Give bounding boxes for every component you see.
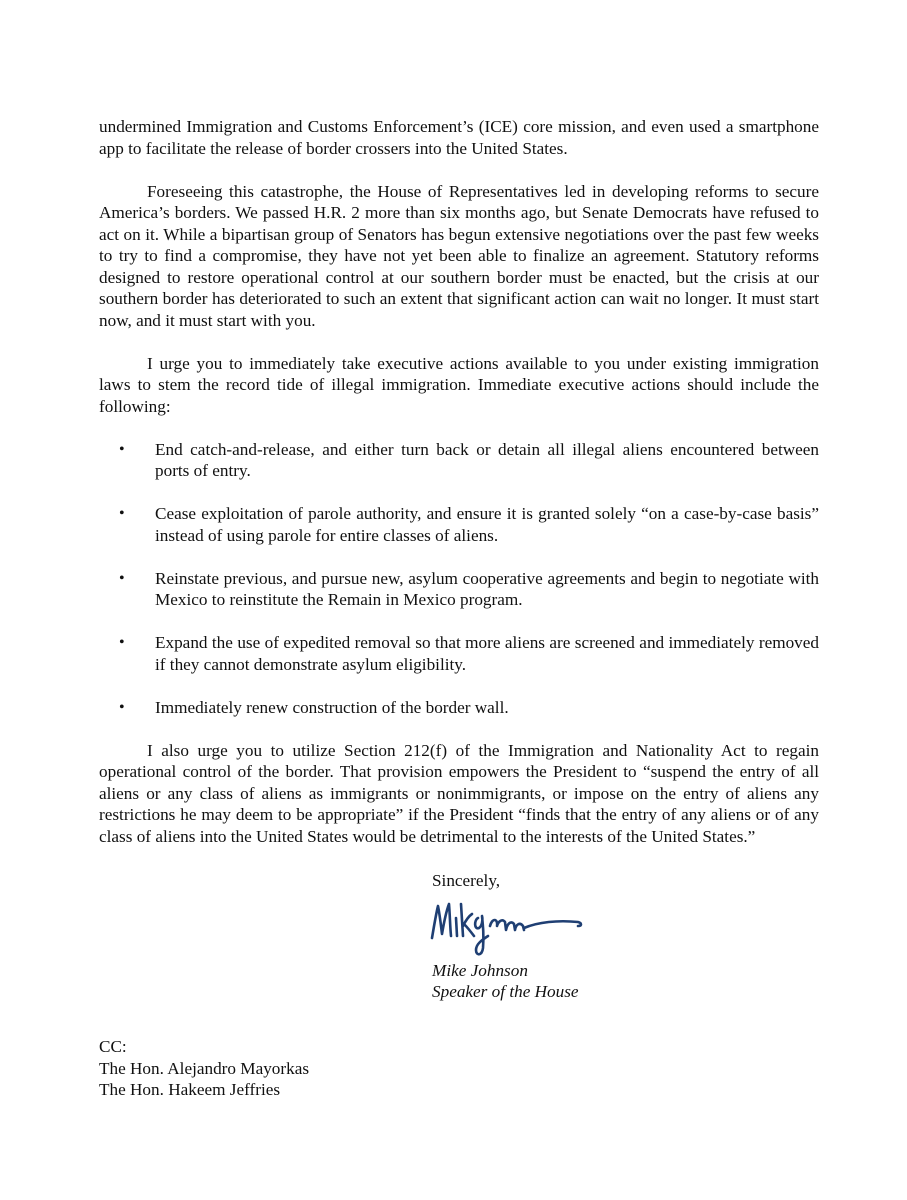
paragraph-ice-mission: undermined Immigration and Customs Enforcement’s (ICE) core mission, and even used a smartphone app to facilitate the release of border crossers into the United States. bbox=[99, 117, 819, 158]
bullet-icon: • bbox=[119, 440, 125, 458]
list-item-text: Cease exploitation of parole authority, and ensure it is granted solely “on a case-by-case basis” instead of using parole for entire classes of aliens. bbox=[155, 504, 819, 545]
bullet-icon: • bbox=[119, 698, 125, 716]
list-item-text: Expand the use of expedited removal so that more aliens are screened and immediately removed if they cannot demonstrate asylum eligibility. bbox=[155, 633, 819, 674]
paragraph-house-reforms: Foreseeing this catastrophe, the House of Representatives led in developing reforms to secure America’s borders. We passed H.R. 2 more than six months ago, but Senate Democrats have refused to act on it. While a bipartisan group of Senators has begun extensive negotiations over the past few weeks to try to find a compromise, they have not yet been able to finalize an agreement. Statutory reforms designed to restore operational control at our southern border must be enacted, but the crisis at our southern border has deteriorated to such an extent that significant action can wait no longer. It must start now, and it must start with you. bbox=[99, 181, 819, 330]
list-item bbox=[99, 568, 819, 611]
list-item bbox=[99, 503, 819, 546]
cc-recipient: The Hon. Alejandro Mayorkas bbox=[99, 1058, 310, 1078]
signature-block bbox=[432, 870, 588, 1003]
action-list bbox=[99, 439, 819, 719]
bullet-icon: • bbox=[119, 505, 125, 522]
signer-name: Mike Johnson bbox=[432, 960, 528, 980]
paragraph-executive-actions: I urge you to immediately take executive actions available to you under existing immigration laws to stem the record tide of illegal immigration. Immediate executive actions should include the following: bbox=[99, 353, 819, 416]
cc-label: CC: bbox=[99, 1037, 127, 1056]
list-item-text: Immediately renew construction of the border wall. bbox=[155, 697, 509, 717]
cc-recipient: The Hon. Hakeem Jeffries bbox=[99, 1080, 281, 1099]
salutation: Sincerely, bbox=[432, 871, 501, 890]
bullet-icon: • bbox=[119, 634, 125, 651]
list-item bbox=[99, 632, 819, 675]
bullet-icon: • bbox=[119, 569, 125, 587]
list-item bbox=[99, 697, 819, 719]
list-item-text: End catch-and-release, and either turn back or detain all illegal aliens encountered between ports of entry. bbox=[155, 439, 819, 480]
signature-icon bbox=[428, 896, 588, 960]
list-item-text: Reinstate previous, and pursue new, asylum cooperative agreements and begin to negotiate with Mexico to reinstitute the Remain in Mexico program. bbox=[155, 568, 819, 609]
cc-block bbox=[99, 1036, 309, 1101]
signer-title: Speaker of the House bbox=[432, 982, 579, 1001]
paragraph-section-212f: I also urge you to utilize Section 212(f) of the Immigration and Nationality Act to regain operational control of the border. That provision empowers the President to “suspend the entry of all aliens or any class of aliens as immigrants or nonimmigrants, or impose on the entry of aliens any restrictions he may deem to be appropriate” if the President “finds that the entry of any aliens or of any class of aliens into the United States would be detrimental to the interests of the United States.” bbox=[99, 740, 819, 846]
letter-body bbox=[99, 116, 819, 869]
list-item bbox=[99, 439, 819, 482]
